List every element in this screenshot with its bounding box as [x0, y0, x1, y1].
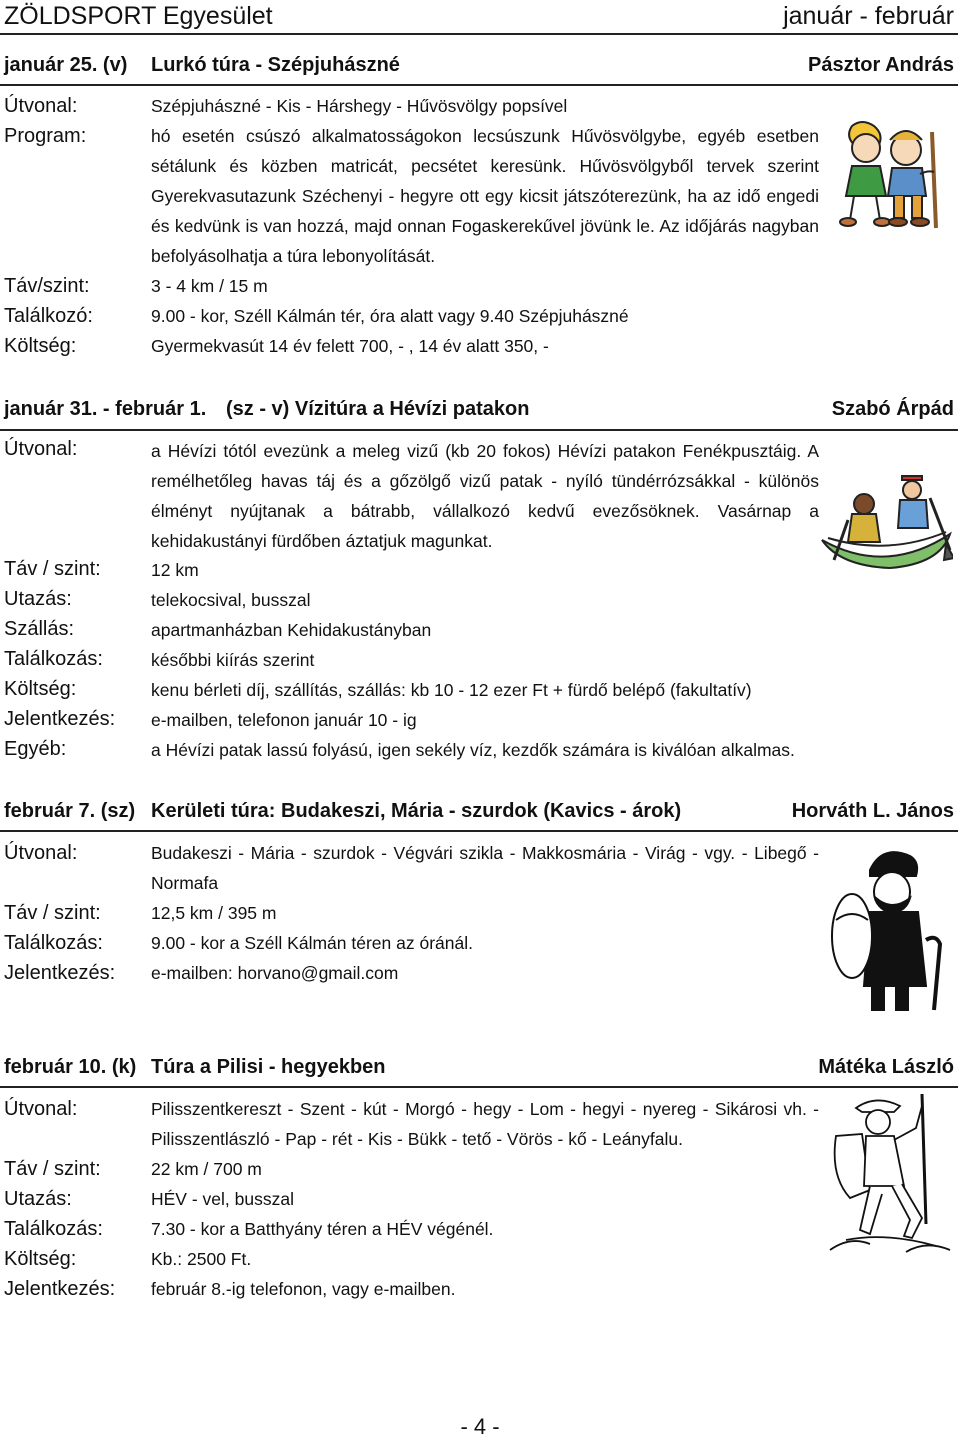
row-value: hó esetén csúszó alkalmatosságokon lecsúszunk Hűvösvölgybe, egyéb esetben sétálunk és közben matricát, pecsétet keresünk. Hűvösvölgyből tervek szerint Gyerekvasutazunk Széchenyi - hegyre ott egy kicsit játszóterezünk, ha az idő engedi és kedvünk is van hozzá, majd onnan Fogaskerekűvel jövünk le. Az időjárás nagyban befolyásolhatja a túra lebonyolítását.	[151, 126, 819, 266]
row-value: e-mailben, telefonon január 10 - ig	[151, 710, 417, 730]
event-rule	[0, 1086, 958, 1088]
row-label: Jelentkezés:	[4, 1278, 116, 1300]
row-value: február 8.-ig telefonon, vagy e-mailben.	[151, 1279, 456, 1299]
row-label: Találkozás:	[4, 1218, 103, 1240]
row-label: Költség:	[4, 1248, 77, 1270]
row-value: a Hévízi patak lassú folyású, igen sekély víz, kezdők számára is kiválóan alkalmas.	[151, 740, 795, 760]
event-date: február 7. (sz)	[4, 800, 136, 822]
row-value: e-mailben: horvano@gmail.com	[151, 963, 399, 983]
row-label: Útvonal:	[4, 438, 78, 460]
row-value: 7.30 - kor a Batthyány téren a HÉV végénél.	[151, 1219, 494, 1239]
row-label: Útvonal:	[4, 842, 78, 864]
row-value: apartmanházban Kehidakustányban	[151, 620, 432, 640]
event-leader: Pásztor András	[808, 54, 954, 76]
row-label: Költség:	[4, 678, 77, 700]
row-value: későbbi kiírás szerint	[151, 650, 315, 670]
event-title: Túra a Pilisi - hegyekben	[151, 1056, 386, 1078]
row-label: Utazás:	[4, 588, 72, 610]
row-value: 12 km	[151, 560, 199, 580]
row-value: 9.00 - kor, Széll Kálmán tér, óra alatt vagy 9.40 Szépjuhászné	[151, 306, 629, 326]
row-value: 22 km / 700 m	[151, 1159, 262, 1179]
row-value: telekocsival, busszal	[151, 590, 311, 610]
page-header	[0, 0, 960, 36]
row-label: Jelentkezés:	[4, 708, 116, 730]
row-value: Gyermekvasút 14 év felett 700, - , 14 év alatt 350, -	[151, 336, 549, 356]
row-label: Találkozás:	[4, 648, 103, 670]
club-name: ZÖLDSPORT Egyesület	[4, 2, 273, 30]
event-date: február 10. (k)	[4, 1056, 137, 1078]
row-label: Útvonal:	[4, 95, 78, 117]
page-number: - 4 -	[460, 1414, 500, 1439]
row-label: Útvonal:	[4, 1098, 78, 1120]
event-leader: Horváth L. János	[791, 800, 954, 822]
row-label: Találkozó:	[4, 305, 93, 327]
event-leader: Mátéka László	[818, 1056, 954, 1078]
row-value: Budakeszi - Mária - szurdok - Végvári szikla - Makkosmária - Virág - vgy. - Libegő - Normafa	[151, 843, 819, 893]
row-label: Program:	[4, 125, 87, 147]
row-value: Pilisszentkereszt - Szent - kút - Morgó - hegy - Lom - hegyi - nyereg - Sikárosi vh. - Pilisszentlászló - Pap - rét - Kis - Bükk - tető - Vörös - kő - Leányfalu.	[151, 1099, 819, 1149]
row-label: Találkozás:	[4, 932, 103, 954]
event-leader: Szabó Árpád	[831, 398, 954, 420]
row-value: 3 - 4 km / 15 m	[151, 276, 268, 296]
row-value: Kb.: 2500 Ft.	[151, 1249, 252, 1269]
canoe-icon	[818, 470, 953, 580]
row-label: Utazás:	[4, 1188, 72, 1210]
backpacker-icon	[826, 1090, 954, 1260]
event-date: január 25. (v)	[4, 54, 128, 76]
period: január - február	[783, 2, 954, 30]
row-value: 12,5 km / 395 m	[151, 903, 277, 923]
event-rule	[0, 429, 958, 431]
row-value: a Hévízi tótól evezünk a meleg vizű (kb 20 fokos) Hévízi patakon Fenékpusztáig. A remélhetőleg havas táj és a gőzölgő vizű patak - nyíló tündérrózsákkal - különös élményt nyújtanak a bátrabb, vállalkozó kedvű evezősöknek. Vasárnap a kehidakustányi fürdőben áztatjuk magunkat.	[151, 441, 819, 551]
row-value: HÉV - vel, busszal	[151, 1189, 294, 1209]
row-value: 9.00 - kor a Széll Kálmán téren az óránál.	[151, 933, 473, 953]
event-rule	[0, 830, 958, 832]
row-label: Szállás:	[4, 618, 75, 640]
row-label: Táv/szint:	[4, 275, 90, 297]
row-label: Táv / szint:	[4, 902, 101, 924]
event-rule	[0, 84, 958, 86]
children-hikers-icon	[828, 118, 953, 233]
row-label: Jelentkezés:	[4, 962, 116, 984]
row-value: kenu bérleti díj, szállítás, szállás: kb 10 - 12 ezer Ft + fürdő belépő (fakultatív)	[151, 680, 752, 700]
row-label: Táv / szint:	[4, 558, 101, 580]
old-hiker-icon	[830, 840, 950, 1015]
event-title: (sz - v) Vízitúra a Hévízi patakon	[226, 398, 530, 420]
event-title: Kerületi túra: Budakeszi, Mária - szurdok (Kavics - árok)	[151, 800, 682, 822]
event-date: január 31. - február 1.	[4, 398, 207, 420]
row-label: Költség:	[4, 335, 77, 357]
header-rule	[0, 33, 958, 35]
event-title: Lurkó túra - Szépjuhászné	[151, 54, 400, 76]
row-value: Szépjuhászné - Kis - Hárshegy - Hűvösvölgy popsível	[151, 96, 568, 116]
row-label: Táv / szint:	[4, 1158, 101, 1180]
row-label: Egyéb:	[4, 738, 67, 760]
